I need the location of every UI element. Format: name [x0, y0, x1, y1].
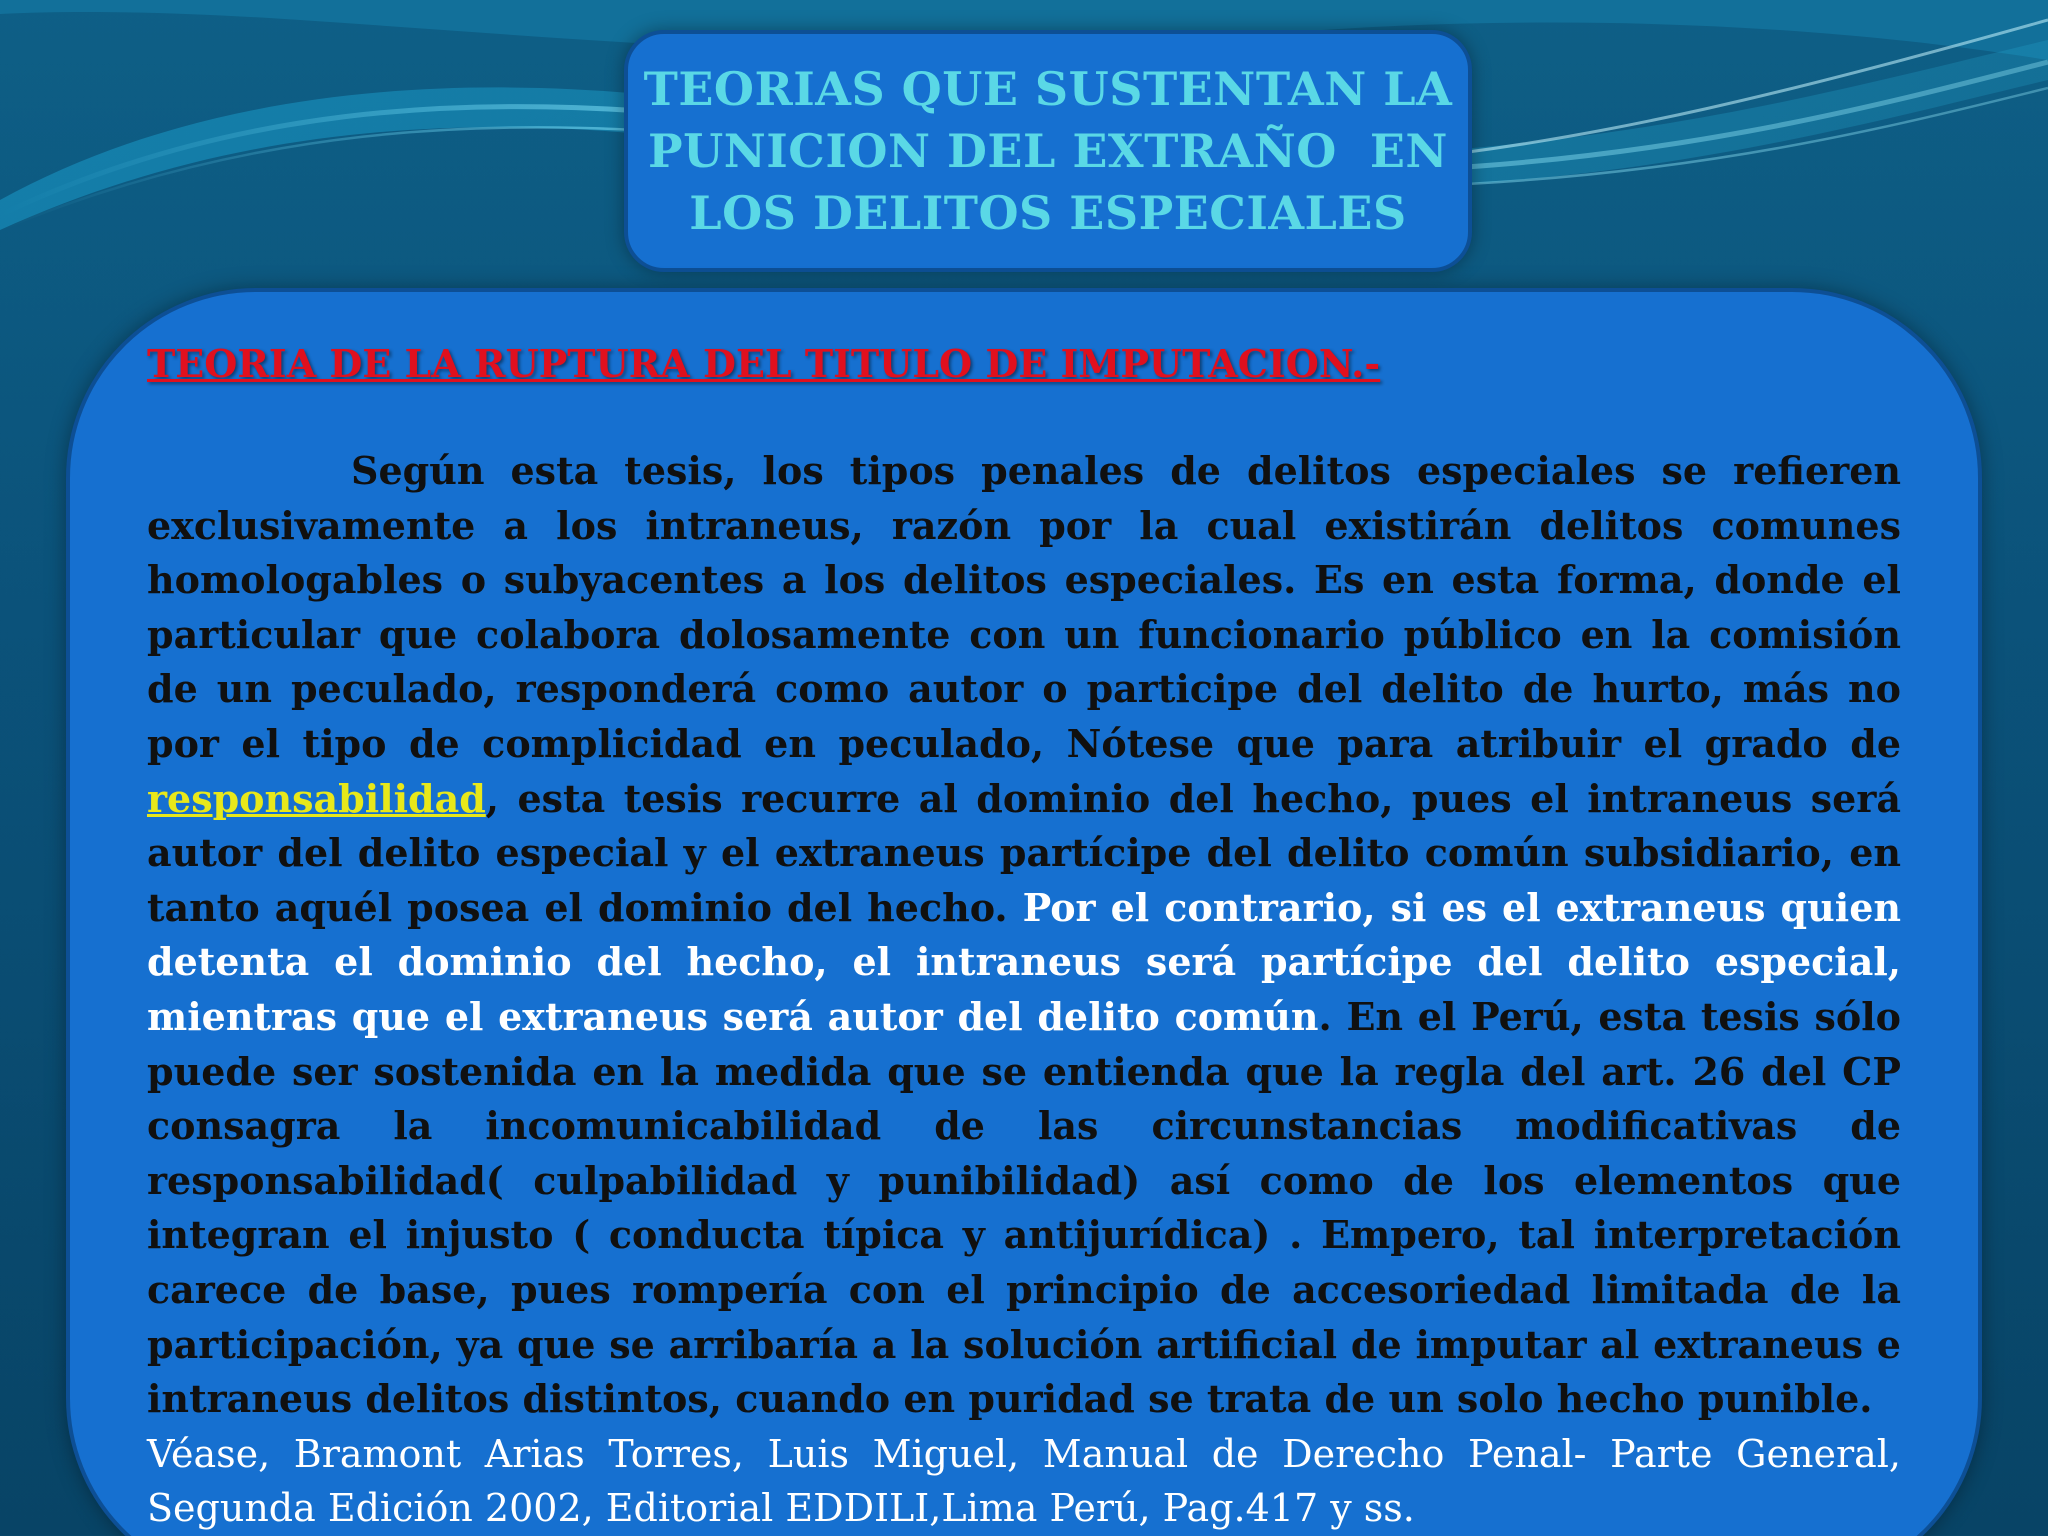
section-heading: TEORIA DE LA RUPTURA DEL TITULO DE IMPUTACION.-: [147, 341, 1381, 386]
body-text-highlight: Por el contrario, si es el extraneus quien detenta el dominio del hecho, el intraneus será partícipe del delito especial, mientras que el extraneus será autor del delito común: [147, 884, 1901, 1039]
slide-title-line-3: LOS DELITOS ESPECIALES: [689, 186, 1407, 240]
body-text-part-2: , esta tesis recurre al dominio del hecho, pues el intraneus será autor del delito especial y el extraneus partícipe del delito común subsidiario, en tanto aquél posea el dominio del hecho.: [147, 775, 1901, 930]
citation-text: Véase, Bramont Arias Torres, Luis Miguel, Manual de Derecho Penal- Parte General, Segunda Edición 2002, Editorial EDDILI,Lima Perú, Pag.417 y ss.: [147, 1431, 1901, 1531]
body-paragraph: [147, 444, 1901, 1427]
slide-title-line-1: TEORIAS QUE SUSTENTAN LA: [643, 62, 1453, 116]
slide-title-line-2: PUNICION DEL EXTRAÑO EN: [647, 124, 1448, 178]
body-text-part-3: . En el Perú, esta tesis sólo puede ser sostenida en la medida que se entienda que la regla del art. 26 del CP consagra la incomunicabilidad de las circunstancias modificativas de responsabilidad( culpabilidad y punibilidad) así como de los elementos que integran el injusto ( conducta típica y antijurídica) . Empero, tal interpretación carece de base, pues rompería con el principio de accesoriedad limitada de la participación, ya que se arribaría a la solución artificial de imputar al extraneus e intraneus delitos distintos, cuando en puridad se trata de un solo hecho punible.: [147, 993, 1902, 1422]
body-text-part-1: Según esta tesis, los tipos penales de delitos especiales se refieren exclusivamente a los intraneus, razón por la cual existirán delitos comunes homologables o subyacentes a los delitos especiales. Es en esta forma, donde el particular que colabora dolosamente con un funcionario público en la comisión de un peculado, responderá como autor o participe del delito de hurto, más no por el tipo de complicidad en peculado, Nótese que para atribuir el grado de: [147, 448, 1901, 766]
responsabilidad-link[interactable]: responsabilidad: [147, 775, 486, 821]
slide-title: [644, 58, 1453, 244]
content-text-area: [147, 340, 1901, 1536]
title-panel: [624, 30, 1472, 272]
